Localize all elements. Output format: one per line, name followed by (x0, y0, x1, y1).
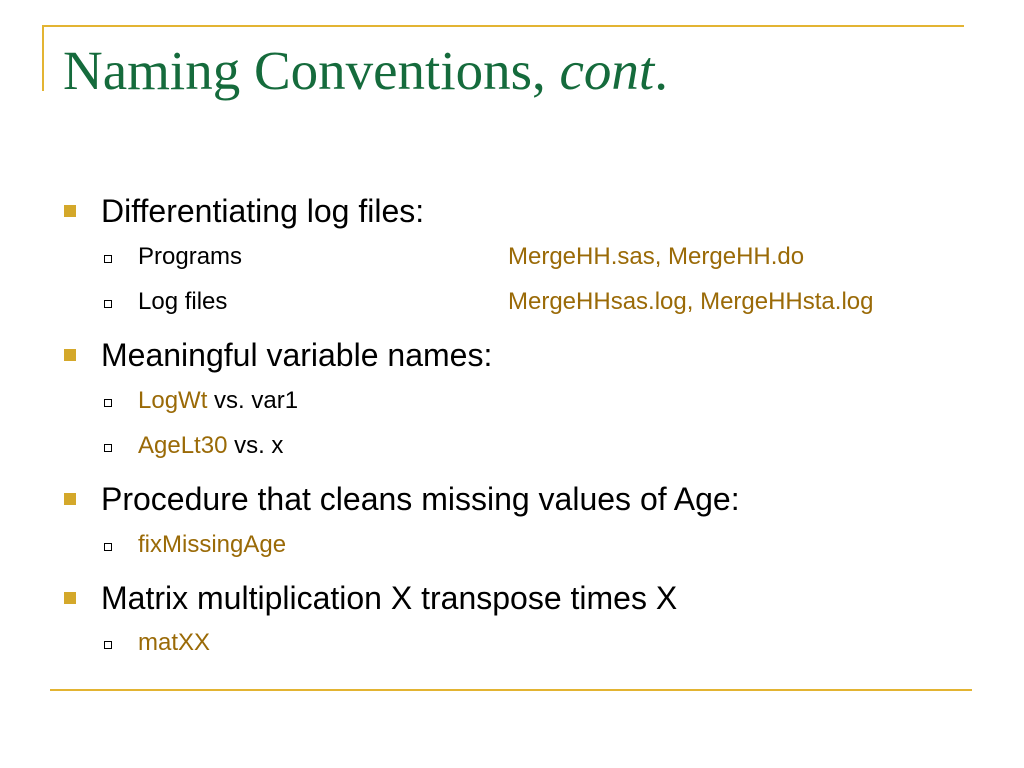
bullet-procedure-cleans-missing: Procedure that cleans missing values of Age: (101, 481, 740, 517)
sub-bullet-agelt30 (138, 431, 283, 461)
slide-title (63, 38, 668, 104)
bullet-matrix-multiplication: Matrix multiplication X transpose times X (101, 580, 678, 616)
matrix-name-matxx: matXX (138, 629, 211, 656)
hollow-square-bullet-icon (104, 399, 112, 407)
sub-bullet-logwt (138, 386, 298, 416)
hollow-square-bullet-icon (104, 444, 112, 452)
bullet-differentiating-log-files: Differentiating log files: (101, 193, 425, 229)
sub-value-log-files: MergeHHsas.log, MergeHHsta.log (508, 288, 874, 315)
title-italic: cont (559, 40, 655, 101)
square-bullet-icon (64, 349, 76, 361)
sub-bullet-fixmissingage (138, 530, 286, 560)
sub-bullet-log-files (138, 287, 874, 317)
sub-value-programs: MergeHH.sas, MergeHH.do (508, 243, 805, 270)
var-name-logwt: LogWt (138, 387, 208, 414)
square-bullet-icon (64, 592, 76, 604)
square-bullet-icon (64, 205, 76, 217)
hollow-square-bullet-icon (104, 641, 112, 649)
var-compare-var1: vs. var1 (207, 387, 299, 414)
hollow-square-bullet-icon (104, 543, 112, 551)
sub-label-programs: Programs (138, 243, 243, 270)
sub-label-log-files: Log files (138, 288, 228, 315)
frame-top-line (42, 25, 964, 27)
title-main: Naming Conventions, (63, 40, 560, 101)
sub-bullet-programs (138, 242, 805, 272)
title-period: . (654, 40, 668, 101)
square-bullet-icon (64, 493, 76, 505)
hollow-square-bullet-icon (104, 300, 112, 308)
var-name-agelt30: AgeLt30 (138, 432, 228, 459)
bullet-meaningful-variable-names: Meaningful variable names: (101, 337, 493, 373)
frame-left-line (42, 25, 44, 91)
hollow-square-bullet-icon (104, 255, 112, 263)
var-compare-x: vs. x (227, 432, 284, 459)
proc-name-fixmissingage: fixMissingAge (138, 531, 287, 558)
sub-bullet-matxx (138, 628, 210, 658)
frame-bottom-line (50, 689, 972, 691)
